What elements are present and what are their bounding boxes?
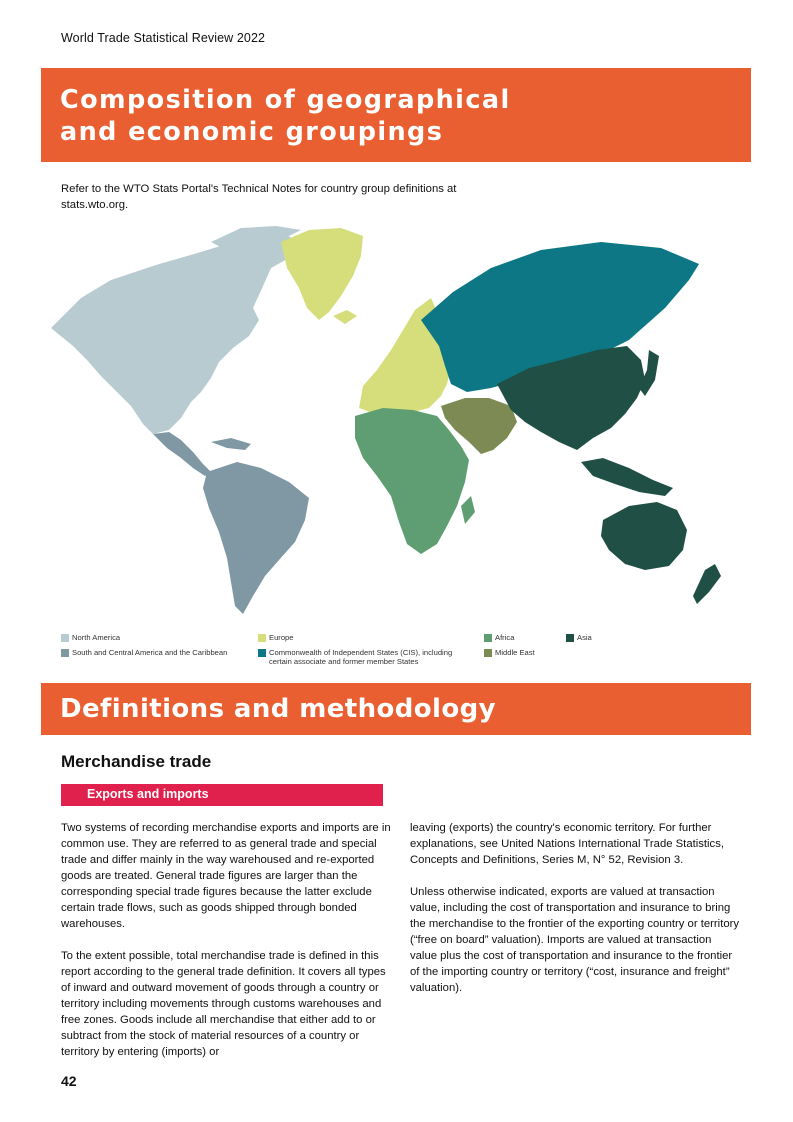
region-greenland (281, 228, 363, 320)
intro-text: Refer to the WTO Stats Portal's Technical Notes for country group definitions at stats.wto.org. (61, 183, 457, 211)
legend-item-north-america (61, 633, 241, 642)
region-central-america (153, 432, 211, 476)
region-caribbean (211, 438, 251, 450)
region-southeast-asia (581, 458, 673, 496)
text-column-left (61, 820, 391, 1076)
region-new-zealand (693, 564, 721, 604)
legend-swatch (61, 649, 69, 657)
legend-item-africa (484, 633, 564, 642)
region-north-america (51, 232, 299, 434)
legend-item-europe (258, 633, 458, 642)
region-madagascar (461, 496, 475, 524)
paragraph: To the extent possible, total merchandise trade is defined in this report according to the general trade definition. It covers all types of inward and outward movement of goods through a country or territory including movements through customs warehouses and free zones. Goods include all merchandise that either add to or subtract from the stock of material resources of a country or territory by entering (imports) or (61, 950, 386, 1058)
subsection-banner: Exports and imports (61, 784, 383, 806)
banner-title-line-1: Composition of geographical (60, 85, 511, 115)
legend-swatch (484, 634, 492, 642)
legend-swatch (258, 634, 266, 642)
running-header: World Trade Statistical Review 2022 (61, 31, 266, 45)
legend-label: Asia (577, 633, 592, 642)
region-australia (601, 502, 687, 570)
paragraph: Unless otherwise indicated, exports are valued at transaction value, including the cost of transportation and insurance to bring the merchandise to the frontier of the exporting country or territory (“free on board” valuation). Imports are valued at transaction value plus the cost of transportation and insurance to the frontier of the importing country or territory (“cost, insurance and freight” valuation). (410, 886, 740, 994)
legend-label: Africa (495, 633, 515, 642)
paragraph: Two systems of recording merchandise exports and imports are in common use. They are referred to as general trade and special trade and differ mainly in the way warehoused and re-exported goods are treated. General trade figures are larger than the corresponding special trade figures because the latter exclude certain trade flows, such as goods shipped through bonded warehouses. (61, 822, 391, 930)
legend-label: Middle East (495, 648, 535, 657)
paragraph: leaving (exports) the country's economic territory. For further explanations, see United Nations International Trade Statistics, Concepts and Definitions, Series M, N° 52, Revision 3. (410, 822, 724, 866)
legend-swatch (61, 634, 69, 642)
region-iceland (333, 310, 357, 324)
world-map (41, 220, 751, 620)
legend-label: South and Central America and the Caribbean (72, 648, 228, 657)
region-africa (355, 408, 469, 554)
definitions-title-banner: Definitions and methodology (41, 683, 751, 735)
text-column-right (410, 820, 740, 1012)
legend-label: Europe (269, 633, 294, 642)
region-south-america (203, 462, 309, 614)
legend-swatch (484, 649, 492, 657)
legend-label: North America (72, 633, 121, 642)
banner-title-line-2: and economic groupings (60, 117, 444, 147)
legend-item-south-central-america (61, 648, 251, 657)
legend-label: Commonwealth of Independent States (CIS), including certain associate and former member States (269, 648, 453, 666)
legend-swatch (258, 649, 266, 657)
legend-item-asia (566, 633, 646, 642)
legend-item-middle-east (484, 648, 574, 657)
composition-title-banner (41, 68, 751, 162)
section-heading: Merchandise trade (61, 752, 212, 771)
page-number: 42 (61, 1073, 77, 1089)
legend-swatch (566, 634, 574, 642)
legend-item-cis (258, 648, 470, 666)
map-legend (61, 631, 751, 671)
